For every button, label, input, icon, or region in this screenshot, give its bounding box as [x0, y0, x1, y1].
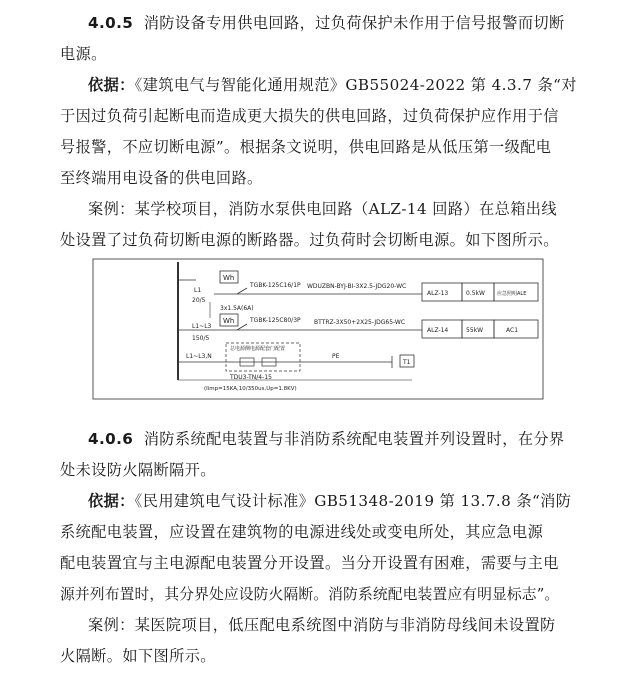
row2-breaker: TGBK-125C80/3P: [250, 317, 301, 324]
section-406-title-line2: 处未设防火隔断隔开。: [60, 461, 216, 479]
spd-params: (Iimp=15KA,10/350us,Up=1.8KV): [204, 386, 297, 392]
aux-breaker: 3x1.5A(6A): [220, 305, 254, 312]
section-406-basis-line2: 系统配电装置，应设置在建筑物的电源进线处或变电所处，其应急电源: [60, 523, 544, 541]
section-406-number: 4.0.6: [88, 430, 134, 448]
meter-label-2: Wh: [223, 317, 235, 325]
section-406-case-line1: 案例：某医院项目，低压配电系统图中消防与非消防母线间未设置防: [88, 616, 556, 634]
row2-circuit: ALZ-14: [427, 327, 449, 334]
distribution-diagram: [92, 258, 544, 400]
row1-power: 0.5kW: [466, 290, 485, 297]
section-406-basis-line3: 配电装置宜与主电源配电装置分开设置。当分开设置有困难，需要与主电: [60, 554, 559, 572]
row2-phase: L1~L3: [192, 323, 212, 330]
spd-model: TDU3-TN/4-15: [230, 374, 272, 381]
spd-box-label: 总电源侧电源配套门配置: [230, 346, 286, 352]
section-405-case-line2: 处设置了过负荷切断电源的断路器。过负荷时会切断电源。如下图所示。: [60, 231, 559, 249]
section-405-basis-line4: 至终端用电设备的供电回路。: [60, 169, 263, 187]
section-406-basis-line1: 依据：《民用建筑电气设计标准》GB51348-2019 第 13.7.8 条“消防: [88, 492, 572, 510]
meter-label-1: Wh: [223, 274, 235, 282]
row3-phase: L1~L3,N: [186, 353, 212, 360]
section-406-title-line1: 4.0.6 消防系统配电装置与非消防系统配电装置并列设置时，在分界: [88, 430, 565, 448]
row1-switch: [237, 288, 247, 294]
section-406-case-line2: 火隔断。如下图所示。: [60, 647, 216, 665]
section-405-basis-line1: 依据：《建筑电气与智能化通用规范》GB55024-2022 第 4.3.7 条“对: [88, 76, 577, 94]
row1-cable: WDUZBN-BYJ-BI-3X2.5-JDG20-WC: [307, 283, 407, 290]
section-405-case-line1: 案例：某学校项目，消防水泵供电回路（ALZ-14 回路）在总箱出线: [88, 200, 557, 218]
section-405-title-line2: 电源。: [60, 45, 107, 63]
row2-rating: 150/5: [192, 335, 210, 342]
row1-rating: 20/5: [192, 297, 206, 304]
row2-load: AC1: [506, 327, 519, 334]
section-406-basis-line4: 源并列布置时，其分界处应设防火隔断。消防系统配电装置应有明显标志”。: [60, 586, 560, 603]
section-405-basis-line3: 号报警，不应切断电源”。根据条文说明，供电回路是从低压第一级配电: [60, 138, 552, 156]
section-405-title-line1: 4.0.5 消防设备专用供电回路，过负荷保护未作用于信号报警而切断: [88, 14, 565, 32]
row2-cable: BTTRZ-3X50+2X25-JDG65-WC: [314, 319, 406, 326]
ground-label: T1: [403, 359, 411, 366]
basis-label-406: 依据：: [88, 492, 135, 510]
row1-load: 应急照明ALE: [497, 291, 527, 297]
pe-label: PE: [332, 353, 340, 360]
row2-switch: [237, 324, 247, 330]
row1-circuit: ALZ-13: [427, 290, 449, 297]
row1-phase: L1: [194, 287, 202, 294]
row2-power: 55kW: [466, 327, 484, 334]
basis-label: 依据：: [88, 76, 135, 94]
section-405-number: 4.0.5: [88, 14, 134, 32]
row1-breaker: TGBK-125C16/1P: [250, 282, 301, 289]
section-405-basis-line2: 于因过负荷引起断电而造成更大损失的供电回路，过负荷保护应作用于信: [60, 107, 559, 125]
